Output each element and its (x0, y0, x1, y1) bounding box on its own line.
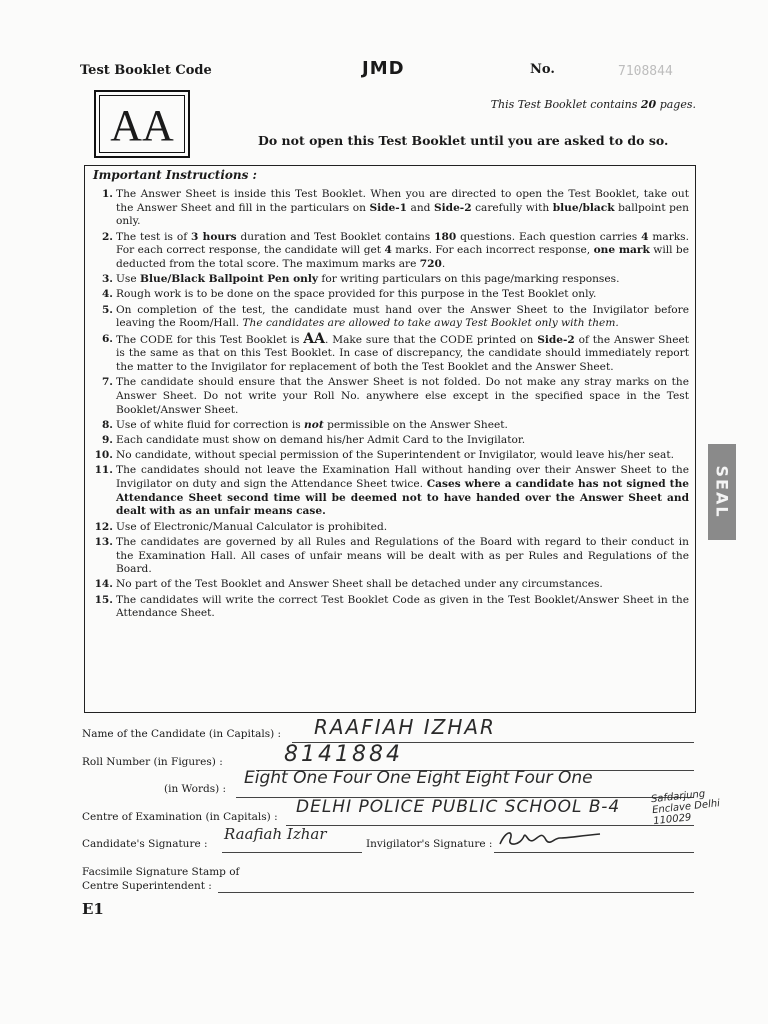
instruction-text: No candidate, without special permission of the Superintendent or Invigilator, would leave his/her seat. (116, 449, 674, 462)
instruction-item (91, 419, 689, 433)
instruction-text: The candidates should not leave the Examination Hall without handing over their Answer Sheet to the Invigilator on duty and sign the Attendance Sheet twice. Cases where a candidate has not signed the Attendance Sheet second time will be deemed not to have handed over the Answer Sheet and dealt with as an unfair means case. (116, 464, 690, 518)
instruction-item (91, 434, 689, 448)
instruction-text: Use of white fluid for correction is not permissible on the Answer Sheet. (116, 418, 508, 431)
instruction-text: The test is of 3 hours duration and Test Booklet contains 180 questions. Each question carries 4 marks. For each correct response, the candidate will get 4 marks. For each incorrect response, one mark will be deducted from the total score. The maximum marks are 720. (116, 230, 689, 271)
paper-code: E1 (82, 900, 104, 918)
booklet-number-label: No. (530, 62, 555, 77)
instruction-text: Use of Electronic/Manual Calculator is prohibited. (116, 520, 388, 533)
centre-label: Centre of Examination (in Capitals) : (82, 811, 278, 823)
roll-words-value[interactable]: Eight One Four One Eight Eight Four One (244, 768, 593, 788)
instruction-number: 13. (94, 535, 113, 548)
centre-line (286, 825, 694, 826)
facsimile-line (218, 892, 694, 893)
roll-words-label: (in Words) : (164, 783, 227, 795)
instruction-number: 3. (101, 273, 113, 286)
candidate-signature-label: Candidate's Signature : (82, 838, 208, 850)
instruction-number: 5. (101, 303, 113, 316)
instruction-item (91, 578, 689, 592)
instruction-item (91, 521, 689, 535)
instruction-item (91, 288, 689, 302)
instruction-text: No part of the Test Booklet and Answer Sheet shall be detached under any circumstances. (116, 578, 603, 591)
pages-note (491, 98, 696, 111)
instruction-text: The CODE for this Test Booklet is AA. Make sure that the CODE printed on Side-2 of the Answer Sheet is the same as that on this Test Booklet. In case of discrepancy, the candidate should immediately report the matter to the Invigilator for replacement of both the Test Booklet and the Answer Sheet. (116, 330, 690, 373)
facsimile-label-1: Facsimile Signature Stamp of (82, 866, 240, 878)
instruction-text: The candidate should ensure that the Answer Sheet is not folded. Do not make any stray marks on the Answer Sheet. Do not write your Roll No. anywhere else except in the specified space in the Test Booklet/Answer Sheet. (116, 376, 689, 416)
instruction-text: Rough work is to be done on the space provided for this purpose in the Test Booklet only. (116, 288, 597, 301)
instruction-text: Use Blue/Black Ballpoint Pen only for writing particulars on this page/marking responses. (116, 273, 620, 286)
instructions-title: Important Instructions : (93, 168, 257, 182)
instruction-text: The candidates are governed by all Rules and Regulations of the Board with regard to their conduct in the Examination Hall. All cases of unfair means will be dealt with as per Rules and Regulations of the Board. (116, 535, 689, 576)
instruction-text: Each candidate must show on demand his/her Admit Card to the Invigilator. (116, 433, 526, 446)
invigilator-signature-label: Invigilator's Signature : (366, 838, 493, 850)
centre-value[interactable]: DELHI POLICE PUBLIC SCHOOL B-4 (296, 797, 621, 817)
candidate-signature[interactable]: Raafiah Izhar (224, 825, 327, 843)
candidate-name-value[interactable]: RAAFIAH IZHAR (314, 715, 496, 739)
instruction-item (91, 304, 689, 331)
roll-number-value[interactable]: 8141884 (284, 742, 403, 767)
instruction-item (91, 594, 689, 621)
instruction-item (91, 188, 689, 229)
instruction-item (91, 449, 689, 463)
instructions-box (84, 165, 696, 713)
instruction-number: 14. (94, 578, 113, 591)
invigilator-signature-line (494, 852, 694, 853)
instruction-item (91, 464, 689, 519)
instruction-item (91, 231, 689, 272)
facsimile-label-2: Centre Superintendent : (82, 880, 212, 892)
instruction-item (91, 376, 689, 417)
pages-note-prefix: This Test Booklet contains (490, 98, 641, 111)
instruction-text: The candidates will write the correct Test Booklet Code as given in the Test Booklet/Answer Sheet in the Attendance Sheet. (116, 593, 689, 620)
invigilator-signature-stroke (500, 833, 600, 844)
instruction-item (91, 536, 689, 577)
centre-extra-value: Safdarjung Enclave Delhi 110029 (650, 788, 721, 828)
instruction-number: 4. (101, 288, 113, 301)
invigilator-signature[interactable] (496, 826, 606, 852)
instruction-number: 8. (101, 418, 113, 431)
candidate-name-label: Name of the Candidate (in Capitals) : (82, 728, 282, 740)
instruction-number: 7. (101, 376, 113, 389)
booklet-code-label: Test Booklet Code (80, 63, 212, 78)
instruction-item (91, 330, 690, 375)
instructions-list (91, 188, 689, 623)
seal-tab (708, 444, 736, 540)
roll-number-label: Roll Number (in Figures) : (82, 756, 223, 768)
instruction-number: 11. (94, 464, 113, 477)
instruction-number: 10. (94, 449, 113, 462)
instruction-number: 1. (101, 188, 113, 200)
booklet-code-box (94, 90, 190, 158)
do-not-open-warning: Do not open this Test Booklet until you are asked to do so. (258, 133, 669, 148)
instruction-text: On completion of the test, the candidate must hand over the Answer Sheet to the Invigilator before leaving the Room/Hall. The candidates are allowed to take away Test Booklet only with them. (116, 303, 689, 330)
series-title: JMD (362, 58, 405, 79)
candidate-signature-line (222, 852, 362, 853)
instruction-item (91, 273, 689, 287)
seal-label: SEAL (712, 465, 732, 519)
booklet-number: 7108844 (618, 64, 673, 79)
pages-count: 20 (640, 98, 657, 111)
pages-note-suffix: pages. (656, 98, 696, 111)
instruction-number: 6. (101, 332, 113, 345)
instruction-text: The Answer Sheet is inside this Test Booklet. When you are directed to open the Test Booklet, take out the Answer Sheet and fill in the particulars on Side-1 and Side-2 carefully with blue/black ballpoint pen only. (116, 188, 689, 228)
booklet-code: AA (99, 95, 185, 153)
instruction-number: 15. (94, 593, 113, 606)
instruction-number: 9. (101, 433, 113, 446)
instruction-number: 12. (94, 520, 113, 533)
instruction-number: 2. (101, 230, 113, 243)
